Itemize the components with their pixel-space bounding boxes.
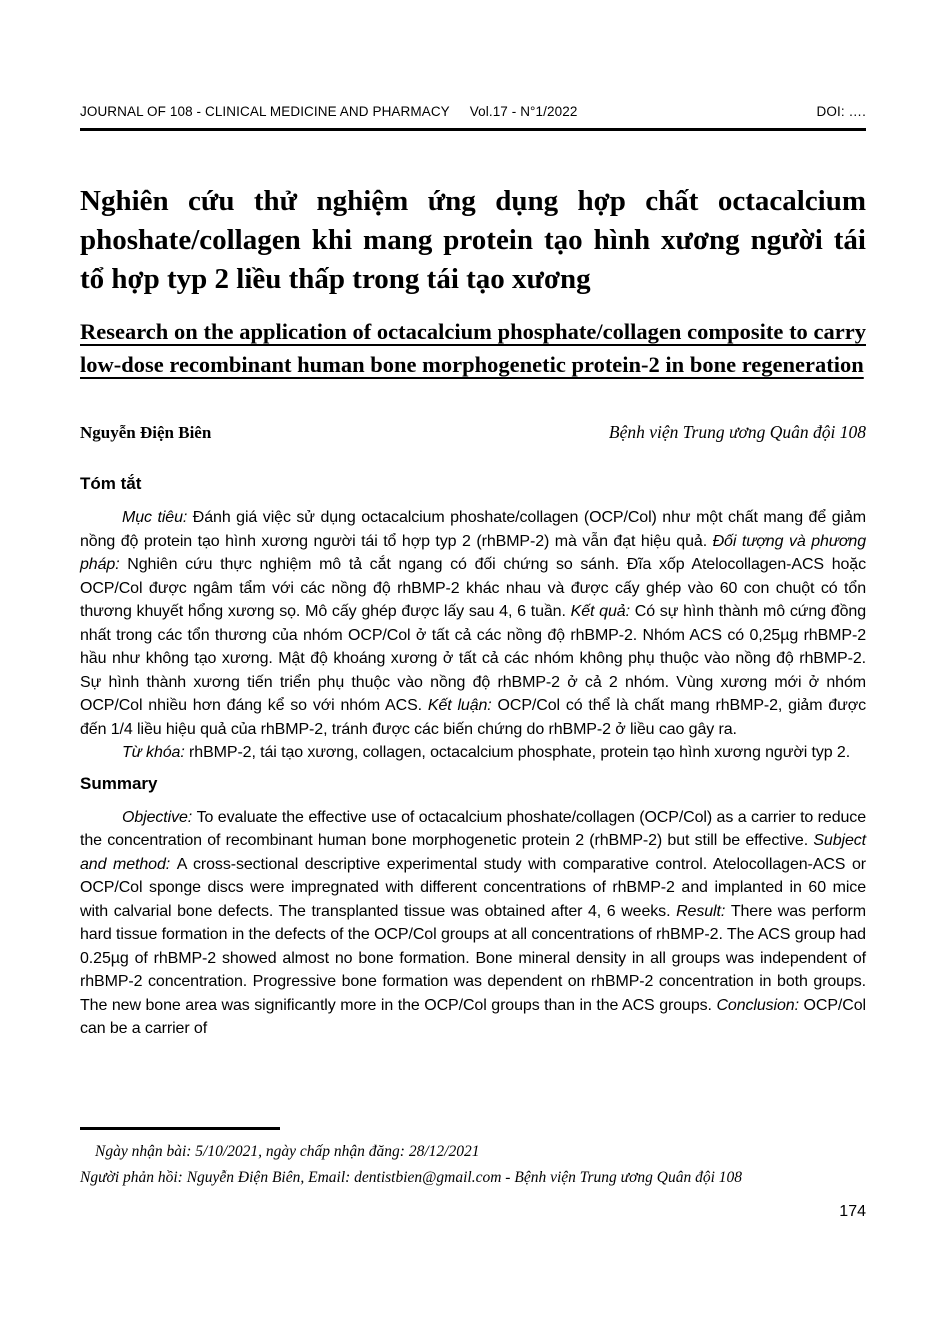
article-title-vietnamese: Nghiên cứu thử nghiệm ứng dụng hợp chất octacalcium phoshate/collagen khi mang protein tạo hình xương người tái tổ hợp typ 2 liều thấp trong tái tạo xương — [80, 185, 866, 295]
abstract-heading: Tóm tắt — [80, 474, 142, 493]
journal-doi: DOI: …. — [816, 104, 866, 119]
page-number: 174 — [839, 1203, 866, 1220]
summary-paragraph: Objective: To evaluate the effective use of octacalcium phoshate/collagen (OCP/Col) as a carrier to reduce the concentration of recombinant human bone morphogenetic protein 2 (rhBMP-2) but still be effective. Subject and method: A cross-sectional descriptive experimental study with comparative control. Atelocollagen-ACS or OCP/Col sponge discs were impregnated with different concentrations of rhBMP-2 and implanted in 60 mice with calvarial bone defects. The transplanted tissue was obtained after 4, 6 weeks. Result: There was perform hard tissue formation in the defects of the OCP/Col groups at all concentrations of rhBMP-2. The ACS group had 0.25µg of rhBMP-2 showed almost no bone formation. Bone mineral density in all groups was independent of rhBMP-2 concentration. Progressive bone formation was dependent on rhBMP-2 concentration in both groups. The new bone area was significantly more in the OCP/Col groups than in the ACS groups. Conclusion: OCP/Col can be a carrier of — [80, 808, 866, 1037]
summary-heading: Summary — [80, 773, 158, 793]
footnote-received: Ngày nhận bài: 5/10/2021, ngày chấp nhận đăng: 28/12/2021 — [95, 1143, 480, 1160]
article-title-english: Research on the application of octacalcium phosphate/collagen composite to carry low-dose recombinant human bone morphogenetic protein-2 in bone regeneration — [80, 319, 866, 377]
journal-header-left — [80, 104, 577, 119]
footnote-separator — [80, 1127, 280, 1130]
footnote — [80, 1139, 882, 1191]
journal-header — [80, 104, 866, 131]
journal-issue: Vol.17 - N°1/2022 — [469, 104, 578, 119]
keywords-paragraph: Từ khóa: rhBMP-2, tái tạo xương, collagen, octacalcium phosphate, protein tạo hình xương người typ 2. — [122, 744, 851, 761]
footnote-block — [0, 1127, 942, 1191]
author-affiliation: Bệnh viện Trung ương Quân đội 108 — [608, 422, 866, 442]
author-name: Nguyễn Điện Biên — [80, 423, 212, 442]
journal-name: JOURNAL OF 108 - CLINICAL MEDICINE AND PHARMACY — [80, 104, 450, 119]
byline — [80, 422, 866, 443]
abstract-paragraph: Mục tiêu: Đánh giá việc sử dụng octacalcium phoshate/collagen (OCP/Col) như một chất mang để giảm nồng độ protein tạo hình xương người tái tổ hợp typ 2 (rhBMP-2) mà vẫn đạt hiệu quả. Đối tượng và phương pháp: Nghiên cứu thực nghiệm mô tả cắt ngang có đối chứng so sánh. Đĩa xốp Atelocollagen-ACS hoặc OCP/Col được ngâm tẩm với các nồng độ rhBMP-2 khác nhau và được cấy ghép vào 60 con chuột có tổn thương khuyết hổng xương sọ. Mô cấy ghép được lấy sau 4, 6 tuần. Kết quả: Có sự hình thành mô cứng đồng nhất trong các tổn thương của nhóm OCP/Col ở tất cả các nồng độ rhBMP-2. Nhóm ACS có 0,25µg rhBMP-2 hầu như không tạo xương. Mật độ khoáng xương ở tất cả các nhóm không phụ thuộc vào nồng độ rhBMP-2. Sự hình thành xương tiến triển phụ thuộc vào nồng độ rhBMP-2 ở cả 2 nhóm. Vùng xương mới ở nhóm OCP/Col nhiều hơn đáng kể so với nhóm ACS. Kết luận: OCP/Col có thể là chất mang rhBMP-2, giảm được đến 1/4 liều hiệu quả của rhBMP-2, tránh được các biến chứng do rhBMP-2 ở liều cao gây ra. — [80, 509, 866, 738]
footnote-correspondence: Người phản hồi: Nguyễn Điện Biên, Email: dentistbien@gmail.com - Bệnh viện Trung ương Quân đội 108 — [80, 1169, 743, 1186]
